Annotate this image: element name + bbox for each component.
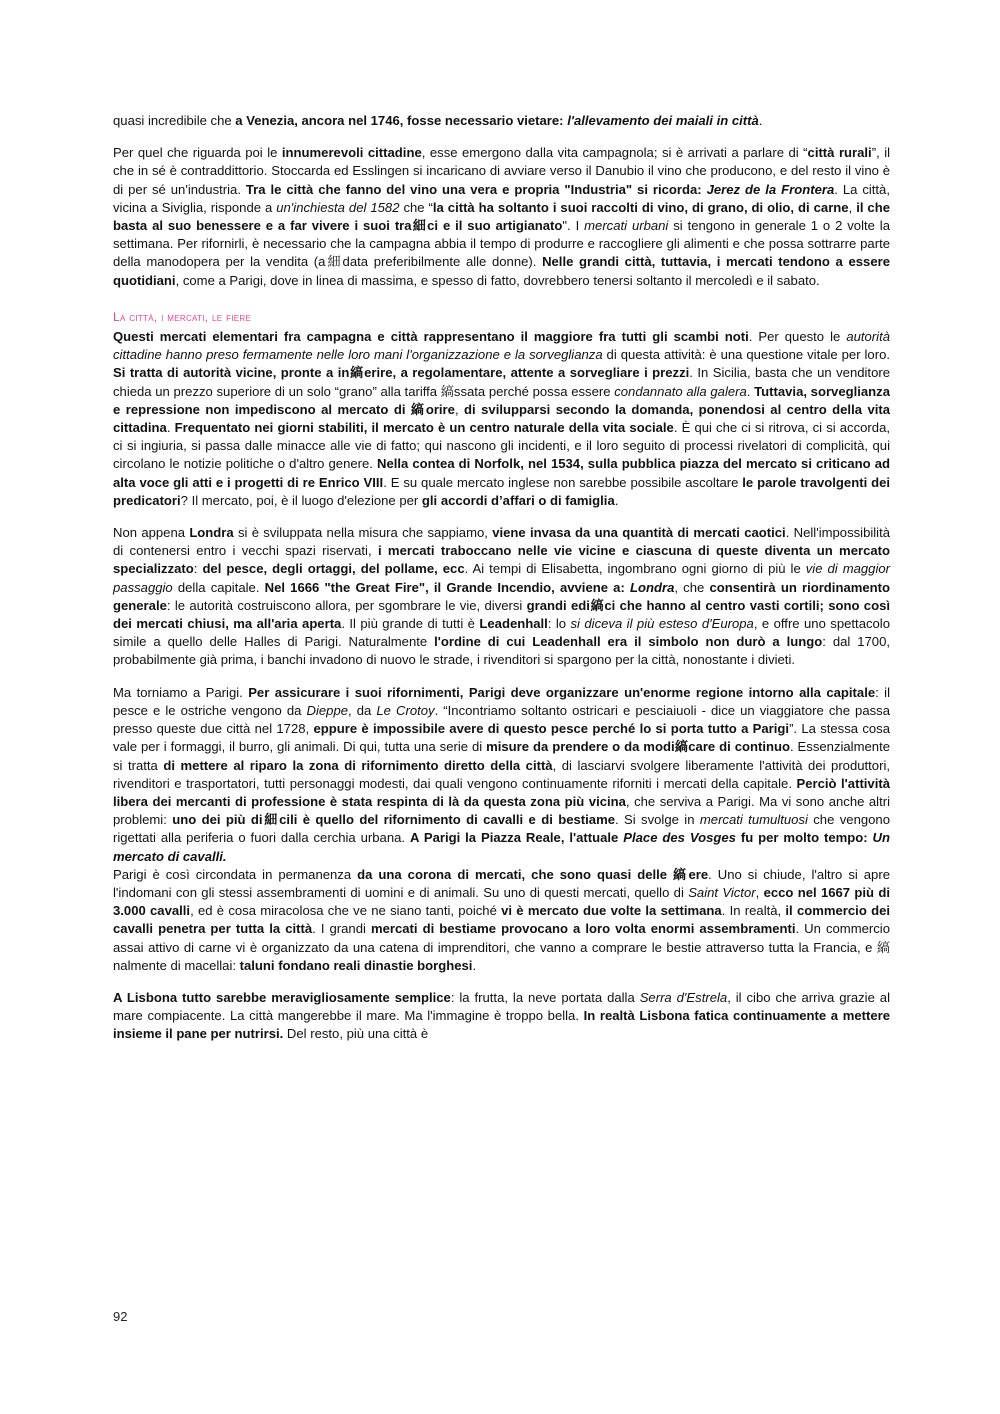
text-run: In realtà Lisbona fatica continuamente a mettere insieme il pane per nutrirsi. — [113, 1008, 891, 1042]
text-run: Non appena — [113, 525, 190, 541]
text-run: eppure è impossibile avere di questo pesce perché lo si porta tutto a Parigi — [313, 721, 790, 737]
text-run: viene invasa da una quantità di mercati caotici — [492, 525, 786, 541]
text-run: Per quel che riguarda poi le — [113, 145, 282, 161]
text-run: . La città, vicina a Siviglia, risponde a — [113, 181, 890, 215]
text-run: di svilupparsi secondo la domanda, ponendosi al centro della vita cittadina — [113, 401, 891, 436]
text-run: . Il più grande di tutti è — [341, 616, 480, 632]
text-run: . — [614, 492, 619, 508]
text-run: Nella contea di Norfolk, nel 1534, sulla pubblica piazza del mercato si criticano ad alta voce gli atti e i progetti di re Enrico VIII — [113, 456, 890, 490]
text-run: Tuttavia, sorveglianza e repressione non impediscono al mercato di 縞orire — [113, 383, 890, 417]
text-run: un'inchiesta del 1582 — [276, 199, 400, 215]
text-run: ”, il che in sé è contraddittorio. Stoccarda ed Esslingen si incaricano di avviare verso il Danubio il vino che producono, e del resto il vino è di per sé un'industria. — [113, 145, 891, 197]
text-run: quasi incredibile che — [113, 113, 236, 128]
text-run: . Per questo le — [748, 329, 847, 345]
text-run: che vengono rigettati alla periferia o fuori dalla cerchia urbana. — [113, 812, 890, 846]
text-run: , ed è cosa miracolosa che ve ne siano tanti, poiché — [190, 903, 502, 919]
text-run: autorità cittadine hanno preso fermamente nelle loro mani l'organizzazione e la sorveglianza — [113, 329, 890, 363]
intro-section — [113, 112, 890, 290]
text-run: Perciò l'attività libera dei mercanti di professione è stata respinta di là da questa zona più vicina — [113, 775, 890, 809]
text-run: . Si svolge in — [615, 812, 700, 828]
text-run: . I grandi — [312, 921, 371, 937]
text-run: , che — [674, 579, 710, 595]
text-run: ecco nel 1667 più di 3.000 cavalli — [113, 884, 890, 919]
text-run: Per assicurare i suoi rifornimenti, Parigi deve organizzare un'enorme regione intorno alla capitale — [248, 684, 876, 700]
text-run: Jerez de la Frontera — [706, 181, 835, 197]
text-run: . — [472, 957, 477, 973]
text-run: che “ — [399, 199, 433, 215]
text-run: di mettere al riparo la zona di rifornimento diretto della città — [163, 757, 553, 773]
text-run: innumerevoli cittadine — [281, 145, 422, 161]
main-section — [113, 328, 890, 1044]
text-run: gli accordi d’affari o di famiglia — [421, 492, 615, 508]
text-run: , come a Parigi, dove in linea di massima, e spesso di fatto, dovrebbero tenersi soltanto il mercoledì e il sabato. — [175, 272, 820, 288]
paragraph — [113, 112, 890, 130]
text-run: : la frutta, la neve portata dalla — [450, 989, 640, 1005]
paragraph — [113, 866, 890, 975]
text-run: A Lisbona tutto sarebbe meravigliosamente semplice — [113, 989, 451, 1005]
text-run: condannato alla galera — [614, 383, 747, 399]
text-run: il che basta al suo benessere e a far vivere i suoi tra細ci e il suo artigianato — [113, 199, 890, 234]
text-run: , che serviva a Parigi. Ma vi sono anche altri problemi: — [113, 793, 890, 828]
paragraph — [113, 989, 890, 1044]
text-run: a Venezia, ancora nel 1746, fosse necessario vietare: — [235, 113, 568, 128]
text-run: città rurali — [807, 145, 872, 161]
text-run: : — [193, 561, 203, 577]
text-run: . E su quale mercato inglese non sarebbe possibile ascoltare — [383, 474, 743, 490]
paragraph — [113, 328, 890, 510]
text-run: vie di maggior passaggio — [113, 561, 890, 595]
page-number: 92 — [113, 1309, 128, 1324]
text-run: si diceva il più esteso d'Europa — [570, 616, 754, 632]
text-run: si tengono in generale 1 o 2 volte la settimana. Per rifornirli, è necessario che la campagna abbia il tempo di produrre e raccogliere gli alimenti e che possa sottrarre parte della manodopera per la vendita (a細data preferibilmente alle donne). — [113, 218, 890, 270]
text-run: . Essenzialmente si tratta — [113, 739, 890, 773]
document-page — [113, 112, 890, 1058]
text-run: Questi mercati elementari fra campagna e città rappresentano il maggiore fra tutti gli scambi noti — [113, 329, 749, 345]
text-run: mercati tumultuosi — [699, 812, 808, 828]
text-run: le parole travolgenti dei predicatori — [113, 474, 891, 508]
text-run: l'allevamento dei maiali in città — [567, 113, 759, 128]
text-run: . Nell'impossibilità di contenersi entro i vecchi spazi riservati, — [113, 525, 891, 559]
text-run: di questa attività: è una questione vitale per loro. — [602, 347, 890, 363]
text-run: Tra le città che fanno del vino una vera e propria "Industria" si ricorda: — [245, 181, 707, 197]
text-run: Ma torniamo a Parigi. — [113, 684, 249, 700]
text-run: Si tratta di autorità vicine, pronte a in縞erire, a regolamentare, attente a sorvegliare i prezzi — [113, 365, 690, 381]
text-run: Del resto, più una città è — [283, 1026, 429, 1042]
text-run: . — [166, 420, 175, 436]
text-run: , da — [348, 702, 377, 718]
text-run: i mercati traboccano nelle vie vicine e ciascuna di queste diventa un mercato specializzato — [113, 543, 890, 577]
text-run: Place des Vosges — [623, 830, 736, 846]
text-run: : il pesce e le ostriche vengono da — [113, 684, 890, 718]
text-run: grandi edi縞ci che hanno al centro vasti cortili; sono così dei mercati chiusi, ma all'aria aperta — [113, 597, 890, 632]
text-run: mercati di bestiame provocano a loro volta enormi assembramenti — [370, 921, 796, 937]
text-run: vi è mercato due volte la settimana — [501, 903, 722, 919]
text-run: Frequentato nei giorni stabiliti, il mercato è un centro naturale della vita sociale — [174, 420, 674, 436]
text-run: Parigi è così circondata in permanenza — [113, 866, 358, 882]
text-run: . Uno si chiude, l'altro si apre l'indomani con gli stessi assembramenti di uomini e di animali. Su uno di questi mercati, quello di — [113, 866, 890, 900]
text-run: Serra d'Estrela — [639, 989, 728, 1005]
text-run: l'ordine di cui Leadenhall era il simbolo non durò a lungo — [434, 634, 823, 650]
text-run: Nelle grandi città, tuttavia, i mercati tendono a essere quotidiani — [113, 254, 890, 288]
text-run: . “Incontriamo soltanto ostricari e pesciaiuoli - dice un viaggiatore che passa presso queste due città nel 1728, — [113, 702, 890, 737]
text-run: il commercio dei cavalli penetra per tutta la città — [113, 903, 890, 937]
paragraph — [113, 524, 890, 670]
text-run: taluni fondano reali dinastie borghesi — [239, 957, 473, 973]
text-run: Leadenhall — [479, 616, 548, 632]
text-run: misure da prendere o da modi縞care di continuo — [486, 739, 790, 755]
paragraph — [113, 144, 890, 290]
text-run: ". I — [562, 218, 585, 234]
text-run: Saint Victor — [688, 884, 756, 900]
text-run: mercati urbani — [584, 218, 669, 234]
text-run: Londra — [189, 525, 234, 541]
text-run: uno dei più di細cili è quello del rifornimento di cavalli e di bestiame — [172, 812, 616, 828]
text-run: A Parigi la Piazza Reale, l'attuale — [409, 830, 624, 846]
text-run: , — [755, 884, 764, 900]
text-run: della capitale. — [172, 579, 265, 595]
text-run: . — [758, 113, 763, 128]
text-run: del pesce, degli ortaggi, del pollame, ecc — [202, 561, 465, 577]
text-run: consentirà un riordinamento generale — [113, 579, 891, 613]
text-run: si è sviluppata nella misura che sappiamo, — [233, 525, 493, 541]
paragraph — [113, 684, 890, 866]
text-run: Un mercato di cavalli. — [113, 830, 891, 864]
text-run: la città ha soltanto i suoi raccolti di vino, di grano, di olio, di carne — [432, 199, 849, 215]
text-run: da una corona di mercati, che sono quasi delle 縞ere — [357, 866, 709, 882]
text-run: : lo — [547, 616, 571, 632]
text-run: , il cibo che arriva grazie al mare compiacente. La città mangerebbe il mare. Ma l'immagine è troppo bella. — [113, 989, 890, 1024]
text-run: . È qui che ci si ritrova, ci si accorda, ci si ingiuria, si passa dalle minacce alle vie di fatto; qui nascono gli incidenti, e il loro seguito di processi rivelatori di complicità, qui circolano le notizie politiche o d'altro genere. — [113, 420, 890, 472]
text-run: , — [848, 199, 857, 215]
text-run: , di lasciarvi svolgere liberamente l'attività dei produttori, rivenditori e trasportatori, tutti personaggi modesti, dai quali vengono continuamente riforniti i mercati della capitale. — [113, 757, 890, 791]
text-run: . — [746, 383, 755, 399]
text-run: : dal 1700, probabilmente già prima, i banchi invadono di nuovo le strade, i rivenditori si spargono per la città, nonostante i divieti. — [113, 634, 890, 668]
text-run: . Un commercio assai attivo di carne vi è organizzato da una catena di imprenditori, che vanno a comprare le bestie attraverso tutta la Francia, e 縞nalmente di macellai: — [113, 921, 890, 973]
text-run: , e offre uno spettacolo simile a quello delle Halles di Parigi. Naturalmente — [113, 616, 890, 650]
text-run: Nel 1666 "the Great Fire", il Grande Incendio, avviene a: — [264, 579, 630, 595]
text-run: ? Il mercato, poi, è il luogo d'elezione per — [180, 492, 422, 508]
text-run: . Ai tempi di Elisabetta, ingombrano ogni giorno di più le — [464, 561, 806, 577]
text-run: fu per molto tempo: — [735, 830, 873, 846]
text-run: Londra — [629, 579, 675, 595]
text-run: Le Crotoy — [376, 702, 435, 718]
text-run: Dieppe — [306, 702, 349, 718]
text-run: . In Sicilia, basta che un venditore chieda un prezzo superiore di un solo “grano” alla tariffa 縞ssata perché possa essere — [113, 365, 890, 399]
text-run: , — [454, 401, 465, 417]
text-run: : le autorità costruiscono allora, per sgombrare le vie, diversi — [166, 597, 527, 613]
text-run: ”. La stessa cosa vale per i formaggi, il burro, gli animali. Di qui, tutta una serie di — [113, 721, 890, 755]
section-heading: La città, i mercati, le fiere — [113, 309, 252, 324]
text-run: . In realtà, — [721, 903, 786, 919]
text-run: , esse emergono dalla vita campagnola; si è arrivati a parlare di “ — [421, 145, 808, 161]
